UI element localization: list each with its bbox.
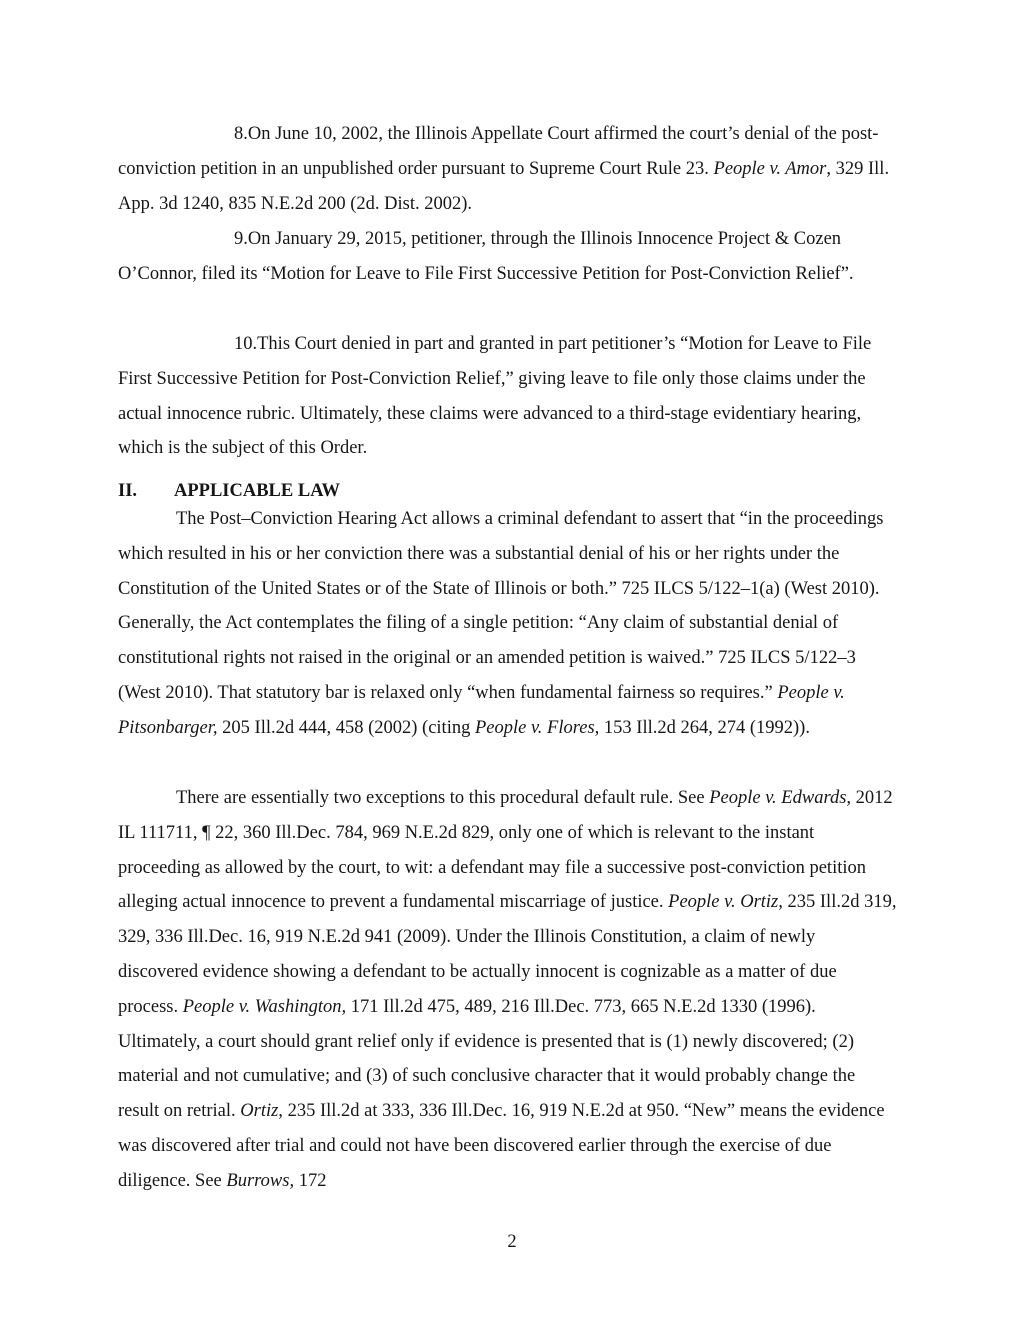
case-citation: People v. Flores, [474, 717, 600, 738]
paragraph-text: 235 Ill.2d at 333, 336 Ill.Dec. 16, 919 N.E.2d at 950. “New” means the evidence was discovered after trial and could not have been discovered earlier through the exercise of due diligence. See [118, 1101, 885, 1191]
paragraph-number: 9. [234, 229, 248, 249]
paragraph-number: 10. [234, 334, 258, 354]
law-paragraph-1 [118, 502, 898, 746]
case-citation: People v. Pitsonbarger, [118, 682, 845, 738]
paragraph-10 [118, 327, 898, 466]
page-number: 2 [507, 1232, 517, 1252]
case-citation: Ortiz, [240, 1101, 283, 1122]
paragraph-text: 205 Ill.2d 444, 458 (2002) (citing [217, 717, 475, 738]
case-citation: People v. Amor [713, 158, 827, 179]
paragraph-text: 235 Ill.2d 319, 329, 336 Ill.Dec. 16, 919 N.E.2d 941 (2009). Under the Illinois Constitution, a claim of newly discovered evidence showing a defendant to be actually innocent is cognizable as a matter of due process. [118, 892, 897, 1017]
paragraph-text: On June 10, 2002, the Illinois Appellate Court affirmed the court’s denial of the post-conviction petition in an unpublished order pursuant to Supreme Court Rule 23. [118, 124, 879, 179]
paragraph-text: This Court denied in part and granted in part petitioner’s “Motion for Leave to File First Successive Petition for Post-Conviction Relief,” giving leave to file only those claims under the actual innocence rubric. Ultimately, these claims were advanced to a third-stage evidentiary hearing, which is the subject of this Order. [118, 334, 872, 459]
paragraph-8 [118, 117, 898, 221]
paragraph-text: 171 Ill.2d 475, 489, 216 Ill.Dec. 773, 665 N.E.2d 1330 (1996). Ultimately, a court should grant relief only if evidence is presented that is (1) newly discovered; (2) material and not cumulative; and (3) of such conclusive character that it would probably change the result on retrial. [118, 996, 856, 1122]
case-citation: People v. Washington, [182, 996, 347, 1017]
paragraph-text: The Post–Conviction Hearing Act allows a criminal defendant to assert that “in the proceedings which resulted in his or her conviction there was a substantial denial of his or her rights under the Constitution of the United States or of the State of Illinois or both.” 725 ILCS 5/122–1(a) (West 2010). Generally, the Act contemplates the filing of a single petition: “Any claim of substantial denial of constitutional rights not raised in the original or an amended petition is waived.” 725 ILCS 5/122–3 (West 2010). That statutory bar is relaxed only “when fundamental fairness so requires.” [118, 509, 884, 703]
paragraph-text: 2012 IL 111711, ¶ 22, 360 Ill.Dec. 784, 969 N.E.2d 829, only one of which is relevant to the instant proceeding as allowed by the court, to wit: a defendant may file a successive post-conviction petition alleging actual innocence to prevent a fundamental miscarriage of justice. [118, 788, 893, 913]
paragraph-number: 8. [234, 124, 248, 144]
case-citation: People v. Ortiz, [668, 892, 783, 913]
paragraph-text: 172 [294, 1170, 327, 1191]
case-citation: People v. Edwards, [709, 788, 852, 808]
case-citation: Burrows, [226, 1170, 295, 1191]
section-number: II. [118, 481, 138, 501]
paragraph-text: There are essentially two exceptions to this procedural default rule. See [176, 788, 710, 808]
paragraph-text: , 329 Ill. App. 3d 1240, 835 N.E.2d 200 (2d. Dist. 2002). [118, 158, 890, 214]
paragraph-text: On January 29, 2015, petitioner, through the Illinois Innocence Project & Cozen O’Connor, filed its “Motion for Leave to File First Successive Petition for Post-Conviction Relief”. [118, 229, 854, 284]
law-paragraph-2 [118, 781, 898, 1199]
paragraph-text: 153 Ill.2d 264, 274 (1992)). [599, 717, 810, 738]
section-title: APPLICABLE LAW [174, 481, 341, 501]
paragraph-9 [118, 222, 888, 292]
